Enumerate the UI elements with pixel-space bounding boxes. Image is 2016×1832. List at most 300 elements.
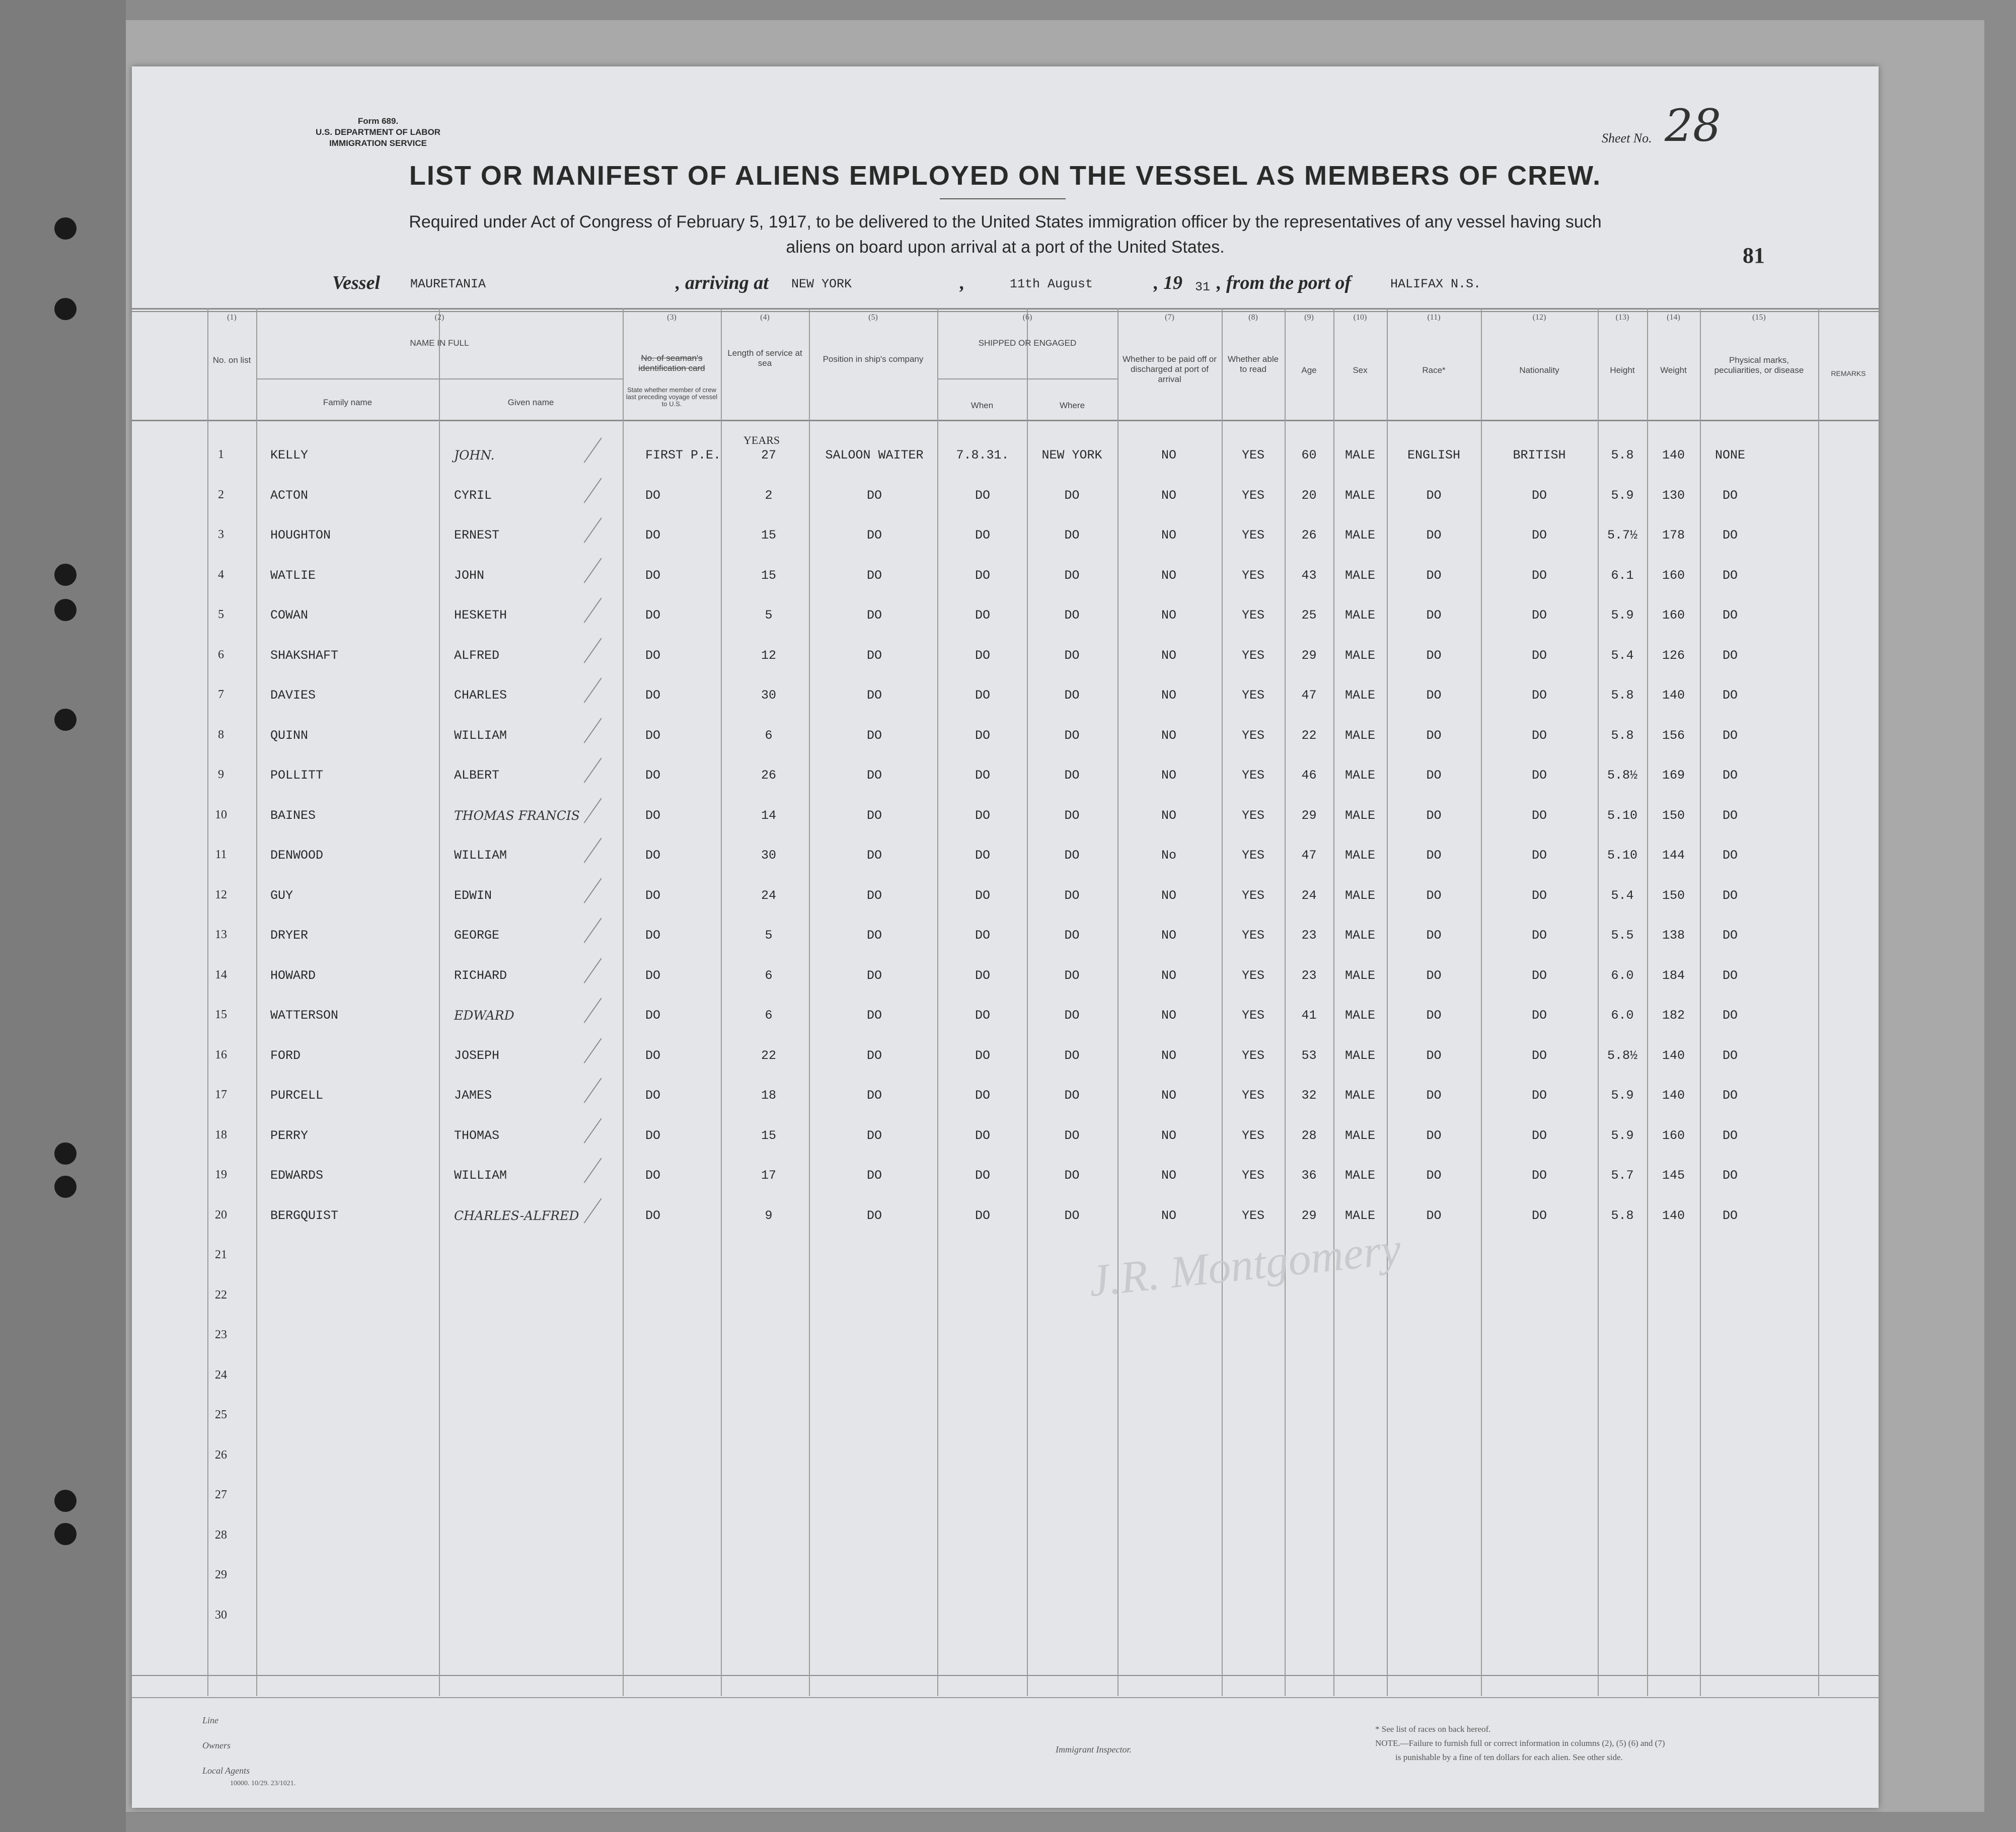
year-prefix: , 19 xyxy=(1154,272,1182,293)
given-name: EDWIN xyxy=(454,888,492,903)
nationality: DO xyxy=(1531,1208,1547,1223)
position: DO xyxy=(866,728,882,743)
age: 28 xyxy=(1301,1128,1317,1143)
paid-off: NO xyxy=(1161,768,1176,783)
header-weight: Weight xyxy=(1660,365,1687,375)
binder-hole xyxy=(54,1142,77,1165)
height: 5.8 xyxy=(1611,688,1634,703)
seaman-card: DO xyxy=(645,928,661,943)
row-number: 9 xyxy=(218,768,224,781)
height: 5.10 xyxy=(1607,808,1637,823)
length-of-service: 6 xyxy=(765,728,773,743)
sex: MALE xyxy=(1345,488,1375,503)
nationality: DO xyxy=(1531,688,1547,703)
length-of-service: 27 xyxy=(761,448,776,463)
shipped-when: DO xyxy=(975,728,990,743)
family-name: HOUGHTON xyxy=(270,528,331,543)
seaman-card: DO xyxy=(645,1008,661,1023)
position: DO xyxy=(866,928,882,943)
nationality: DO xyxy=(1531,1008,1547,1023)
physical-marks: DO xyxy=(1722,808,1738,823)
binder-hole xyxy=(54,1490,77,1512)
position: DO xyxy=(866,848,882,863)
age: 24 xyxy=(1301,888,1317,903)
physical-marks: DO xyxy=(1722,968,1738,983)
age: 25 xyxy=(1301,608,1317,623)
family-name: BERGQUIST xyxy=(270,1208,339,1223)
length-of-service: 12 xyxy=(761,648,776,663)
given-name: ALBERT xyxy=(454,768,500,783)
shipped-when: DO xyxy=(975,1168,990,1183)
page-number: 81 xyxy=(1743,243,1765,268)
family-name: QUINN xyxy=(270,728,309,743)
col-num: (1) xyxy=(227,313,237,322)
race: DO xyxy=(1426,488,1442,503)
able-to-read: YES xyxy=(1241,648,1264,663)
header-position: Position in ship's company xyxy=(823,354,924,364)
row-number: 7 xyxy=(218,688,224,701)
header-sex: Sex xyxy=(1353,365,1368,375)
weight: 126 xyxy=(1662,648,1685,663)
empty-row-number: 26 xyxy=(215,1448,227,1462)
family-name: KELLY xyxy=(270,448,309,463)
age: 32 xyxy=(1301,1088,1317,1103)
able-to-read: YES xyxy=(1241,1208,1264,1223)
header-remarks: REMARKS xyxy=(1831,369,1866,377)
length-of-service: 5 xyxy=(765,608,773,623)
weight: 178 xyxy=(1662,528,1685,543)
given-name: WILLIAM xyxy=(454,728,507,743)
sheet-label: Sheet No. xyxy=(1602,131,1652,145)
length-of-service: 15 xyxy=(761,568,776,583)
length-of-service: 6 xyxy=(765,1008,773,1023)
col-rule xyxy=(256,308,257,1696)
shipped-when: DO xyxy=(975,1208,990,1223)
binder-hole xyxy=(54,298,77,320)
shipped-where: DO xyxy=(1064,1048,1080,1063)
position: DO xyxy=(866,568,882,583)
paid-off: NO xyxy=(1161,968,1176,983)
family-name: EDWARDS xyxy=(270,1168,324,1183)
seaman-card: DO xyxy=(645,1128,661,1143)
col-num: (6) xyxy=(1022,313,1032,322)
shipped-when: DO xyxy=(975,608,990,623)
able-to-read: YES xyxy=(1241,1088,1264,1103)
seaman-card: DO xyxy=(645,568,661,583)
weight: 145 xyxy=(1662,1168,1685,1183)
paid-off: NO xyxy=(1161,1168,1176,1183)
shipped-when: DO xyxy=(975,768,990,783)
subtitle xyxy=(132,209,1879,260)
weight: 140 xyxy=(1662,1088,1685,1103)
col-rule xyxy=(1027,308,1028,1696)
row-number: 16 xyxy=(215,1048,227,1061)
able-to-read: YES xyxy=(1241,1168,1264,1183)
sex: MALE xyxy=(1345,1168,1375,1183)
table-bottom-rule xyxy=(132,1675,1879,1676)
given-name: HESKETH xyxy=(454,608,507,623)
empty-row-number: 24 xyxy=(215,1368,227,1382)
col-num: (5) xyxy=(868,313,878,322)
sex: MALE xyxy=(1345,848,1375,863)
height: 5.8½ xyxy=(1607,1048,1637,1063)
family-name: DRYER xyxy=(270,928,309,943)
age: 46 xyxy=(1301,768,1317,783)
col-num: (10) xyxy=(1353,313,1367,322)
row-number: 4 xyxy=(218,568,224,581)
col-rule xyxy=(937,308,938,1696)
row-number: 12 xyxy=(215,888,227,901)
height: 5.4 xyxy=(1611,648,1634,663)
empty-row-number: 23 xyxy=(215,1328,227,1341)
race: DO xyxy=(1426,1168,1442,1183)
race: DO xyxy=(1426,1008,1442,1023)
shipped-when: DO xyxy=(975,1048,990,1063)
nationality: DO xyxy=(1531,1048,1547,1063)
footer-note-1: NOTE.—Failure to furnish full or correct information in columns (2), (5) (6) and (7) xyxy=(1375,1738,1665,1748)
empty-row-number: 27 xyxy=(215,1488,227,1501)
length-of-service: 9 xyxy=(765,1208,773,1223)
arriving-label: , arriving at xyxy=(676,272,769,293)
family-name: COWAN xyxy=(270,608,309,623)
sex: MALE xyxy=(1345,1128,1375,1143)
given-name: CHARLES xyxy=(454,688,507,703)
col-rule xyxy=(1700,308,1701,1696)
header-bottom-rule xyxy=(132,420,1879,421)
family-name: ACTON xyxy=(270,488,309,503)
position: DO xyxy=(866,808,882,823)
length-of-service: 22 xyxy=(761,1048,776,1063)
height: 6.0 xyxy=(1611,968,1634,983)
weight: 140 xyxy=(1662,1208,1685,1223)
nationality: DO xyxy=(1531,928,1547,943)
footer-note-2: is punishable by a fine of ten dollars for each alien. See other side. xyxy=(1395,1752,1623,1762)
header-physical: Physical marks, peculiarities, or disease xyxy=(1714,355,1804,375)
empty-row-number: 30 xyxy=(215,1608,227,1622)
physical-marks: DO xyxy=(1722,1208,1738,1223)
subtitle-line-1: Required under Act of Congress of February 5, 1917, to be delivered to the United States immigration officer by the representatives of any vessel having such xyxy=(409,212,1602,232)
able-to-read: YES xyxy=(1241,448,1264,463)
paid-off: NO xyxy=(1161,648,1176,663)
family-name: HOWARD xyxy=(270,968,316,983)
age: 26 xyxy=(1301,528,1317,543)
year-suffix: 31 xyxy=(1195,280,1211,294)
years-label: YEARS xyxy=(743,434,780,446)
able-to-read: YES xyxy=(1241,1048,1264,1063)
nationality: DO xyxy=(1531,1168,1547,1183)
shipped-when: DO xyxy=(975,1128,990,1143)
name-subrule xyxy=(256,378,623,379)
seaman-card: DO xyxy=(645,888,661,903)
col-num: (11) xyxy=(1427,313,1441,322)
shipped-when: DO xyxy=(975,808,990,823)
col-rule xyxy=(1222,308,1223,1696)
footer-owners-label: Owners xyxy=(202,1740,231,1750)
arrival-date: 11th August xyxy=(1010,277,1093,291)
footer-inspector: Immigrant Inspector. xyxy=(1056,1744,1132,1754)
row-number: 18 xyxy=(215,1128,227,1141)
seaman-card: DO xyxy=(645,1048,661,1063)
given-name: JOHN xyxy=(454,568,485,583)
age: 47 xyxy=(1301,848,1317,863)
age: 60 xyxy=(1301,448,1317,463)
position: DO xyxy=(866,1128,882,1143)
col-rule xyxy=(1647,308,1648,1696)
race: DO xyxy=(1426,848,1442,863)
family-name: BAINES xyxy=(270,808,316,823)
given-name: ALFRED xyxy=(454,648,500,663)
empty-row-number: 28 xyxy=(215,1528,227,1542)
height: 5.5 xyxy=(1611,928,1634,943)
height: 5.9 xyxy=(1611,488,1634,503)
paid-off: NO xyxy=(1161,1088,1176,1103)
manifest-page xyxy=(132,66,1879,1808)
sex: MALE xyxy=(1345,808,1375,823)
paid-off: NO xyxy=(1161,808,1176,823)
able-to-read: YES xyxy=(1241,568,1264,583)
header-able-read: Whether able to read xyxy=(1227,354,1279,374)
sex: MALE xyxy=(1345,1088,1375,1103)
sex: MALE xyxy=(1345,768,1375,783)
age: 23 xyxy=(1301,928,1317,943)
col-rule xyxy=(721,308,722,1696)
paid-off: NO xyxy=(1161,728,1176,743)
length-of-service: 5 xyxy=(765,928,773,943)
arriving-port: NEW YORK xyxy=(791,277,852,291)
weight: 130 xyxy=(1662,488,1685,503)
paid-off: NO xyxy=(1161,888,1176,903)
shipped-where: DO xyxy=(1064,648,1080,663)
weight: 150 xyxy=(1662,808,1685,823)
shipped-where: DO xyxy=(1064,928,1080,943)
height: 5.8 xyxy=(1611,1208,1634,1223)
header-no-on-list: No. on list xyxy=(212,355,251,365)
table-top-rule xyxy=(132,311,1879,312)
able-to-read: YES xyxy=(1241,968,1264,983)
shipped-when: DO xyxy=(975,1088,990,1103)
footer-line-label: Line xyxy=(202,1715,219,1725)
page-title: LIST OR MANIFEST OF ALIENS EMPLOYED ON THE VESSEL AS MEMBERS OF CREW. xyxy=(409,161,1602,191)
row-number: 15 xyxy=(215,1008,227,1021)
header-shipped: SHIPPED OR ENGAGED xyxy=(978,338,1077,348)
height: 6.1 xyxy=(1611,568,1634,583)
shipped-where: DO xyxy=(1064,1208,1080,1223)
given-name: WILLIAM xyxy=(454,848,507,863)
col-num: (9) xyxy=(1304,313,1314,322)
seaman-card: DO xyxy=(645,1088,661,1103)
physical-marks: DO xyxy=(1722,1168,1738,1183)
length-of-service: 24 xyxy=(761,888,776,903)
binder-hole xyxy=(54,709,77,731)
from-port: HALIFAX N.S. xyxy=(1390,277,1481,291)
sex: MALE xyxy=(1345,928,1375,943)
weight: 140 xyxy=(1662,448,1685,463)
row-number: 10 xyxy=(215,808,227,821)
weight: 138 xyxy=(1662,928,1685,943)
col-num: (4) xyxy=(760,313,770,322)
able-to-read: YES xyxy=(1241,928,1264,943)
able-to-read: YES xyxy=(1241,688,1264,703)
height: 5.8 xyxy=(1611,728,1634,743)
sex: MALE xyxy=(1345,608,1375,623)
age: 29 xyxy=(1301,808,1317,823)
nationality: BRITISH xyxy=(1513,448,1566,463)
physical-marks: DO xyxy=(1722,1048,1738,1063)
sex: MALE xyxy=(1345,1208,1375,1223)
header-where: Where xyxy=(1059,401,1085,410)
col-rule xyxy=(1818,308,1819,1696)
paid-off: NO xyxy=(1161,1128,1176,1143)
header-paid-off: Whether to be paid off or discharged at port of arrival xyxy=(1123,354,1217,384)
family-name: DENWOOD xyxy=(270,848,324,863)
shipped-where: DO xyxy=(1064,688,1080,703)
seaman-card: DO xyxy=(645,848,661,863)
nationality: DO xyxy=(1531,1128,1547,1143)
weight: 160 xyxy=(1662,568,1685,583)
col-num: (13) xyxy=(1615,313,1629,322)
given-name: ERNEST xyxy=(454,528,500,543)
weight: 150 xyxy=(1662,888,1685,903)
race: DO xyxy=(1426,1048,1442,1063)
race: DO xyxy=(1426,1208,1442,1223)
age: 29 xyxy=(1301,648,1317,663)
age: 36 xyxy=(1301,1168,1317,1183)
race: DO xyxy=(1426,768,1442,783)
race: DO xyxy=(1426,928,1442,943)
able-to-read: YES xyxy=(1241,528,1264,543)
header-length-service: Length of service at sea xyxy=(727,348,802,368)
binder-hole xyxy=(54,564,77,586)
nationality: DO xyxy=(1531,1088,1547,1103)
row-number: 6 xyxy=(218,648,224,661)
col-num: (14) xyxy=(1667,313,1680,322)
col-rule xyxy=(623,308,624,1696)
col-rule xyxy=(1117,308,1118,1696)
able-to-read: YES xyxy=(1241,488,1264,503)
shipped-where: DO xyxy=(1064,1168,1080,1183)
paid-off: NO xyxy=(1161,528,1176,543)
physical-marks: DO xyxy=(1722,1008,1738,1023)
seaman-card: DO xyxy=(645,728,661,743)
binder-hole xyxy=(54,217,77,240)
sex: MALE xyxy=(1345,448,1375,463)
length-of-service: 30 xyxy=(761,688,776,703)
shipped-subrule xyxy=(937,378,1117,379)
row-number: 17 xyxy=(215,1088,227,1101)
nationality: DO xyxy=(1531,728,1547,743)
row-number: 11 xyxy=(215,848,227,861)
physical-marks: DO xyxy=(1722,1128,1738,1143)
family-name: FORD xyxy=(270,1048,301,1063)
col-rule xyxy=(1333,308,1334,1696)
shipped-when: DO xyxy=(975,968,990,983)
physical-marks: DO xyxy=(1722,608,1738,623)
shipped-where: DO xyxy=(1064,808,1080,823)
physical-marks: DO xyxy=(1722,728,1738,743)
row-number: 19 xyxy=(215,1168,227,1181)
length-of-service: 15 xyxy=(761,528,776,543)
able-to-read: YES xyxy=(1241,888,1264,903)
nationality: DO xyxy=(1531,608,1547,623)
col-rule xyxy=(1598,308,1599,1696)
height: 5.10 xyxy=(1607,848,1637,863)
footer-race-note: * See list of races on back hereof. xyxy=(1375,1724,1491,1734)
race: DO xyxy=(1426,608,1442,623)
race: DO xyxy=(1426,1088,1442,1103)
weight: 169 xyxy=(1662,768,1685,783)
shipped-where: DO xyxy=(1064,848,1080,863)
position: DO xyxy=(866,528,882,543)
binder-hole xyxy=(54,1176,77,1198)
age: 41 xyxy=(1301,1008,1317,1023)
shipped-where: DO xyxy=(1064,728,1080,743)
form-header xyxy=(316,116,440,149)
given-name: CHARLES-ALFRED xyxy=(454,1208,579,1223)
weight: 140 xyxy=(1662,1048,1685,1063)
position: DO xyxy=(866,1008,882,1023)
weight: 144 xyxy=(1662,848,1685,863)
race: DO xyxy=(1426,648,1442,663)
col-num: (15) xyxy=(1752,313,1766,322)
given-name: JAMES xyxy=(454,1088,492,1103)
seaman-card: DO xyxy=(645,528,661,543)
row-number: 2 xyxy=(218,488,224,501)
position: DO xyxy=(866,1048,882,1063)
given-name: CYRIL xyxy=(454,488,492,503)
empty-row-number: 29 xyxy=(215,1568,227,1581)
paid-off: NO xyxy=(1161,488,1176,503)
sheet-number: 28 xyxy=(1665,100,1721,151)
shipped-where: DO xyxy=(1064,608,1080,623)
col-rule xyxy=(809,308,810,1696)
footer-rule xyxy=(132,1697,1879,1698)
header-seaman-card: No. of seaman's identification card xyxy=(638,353,705,373)
height: 5.7 xyxy=(1611,1168,1634,1183)
physical-marks: DO xyxy=(1722,688,1738,703)
paid-off: NO xyxy=(1161,568,1176,583)
height: 5.8 xyxy=(1611,448,1634,463)
age: 43 xyxy=(1301,568,1317,583)
from-port-label: , from the port of xyxy=(1217,272,1352,293)
seaman-card: DO xyxy=(645,768,661,783)
height: 5.8½ xyxy=(1607,768,1637,783)
family-name: WATLIE xyxy=(270,568,316,583)
family-name: POLLITT xyxy=(270,768,324,783)
department: U.S. DEPARTMENT OF LABOR xyxy=(316,127,441,137)
binder-hole xyxy=(54,1523,77,1545)
length-of-service: 17 xyxy=(761,1168,776,1183)
paid-off: NO xyxy=(1161,928,1176,943)
family-name: WATTERSON xyxy=(270,1008,339,1023)
family-name: PERRY xyxy=(270,1128,309,1143)
length-of-service: 18 xyxy=(761,1088,776,1103)
height: 5.7½ xyxy=(1607,528,1637,543)
given-name: THOMAS FRANCIS xyxy=(454,808,580,823)
able-to-read: YES xyxy=(1241,848,1264,863)
paid-off: NO xyxy=(1161,608,1176,623)
paid-off: NO xyxy=(1161,688,1176,703)
header-seaman-note: State whether member of crew last preceding voyage of vessel to U.S. xyxy=(626,386,718,408)
seaman-card: DO xyxy=(645,968,661,983)
height: 5.4 xyxy=(1611,888,1634,903)
paid-off: NO xyxy=(1161,1048,1176,1063)
position: DO xyxy=(866,648,882,663)
able-to-read: YES xyxy=(1241,1128,1264,1143)
given-name: GEORGE xyxy=(454,928,500,943)
empty-row-number: 25 xyxy=(215,1408,227,1421)
age: 47 xyxy=(1301,688,1317,703)
shipped-where: DO xyxy=(1064,1088,1080,1103)
